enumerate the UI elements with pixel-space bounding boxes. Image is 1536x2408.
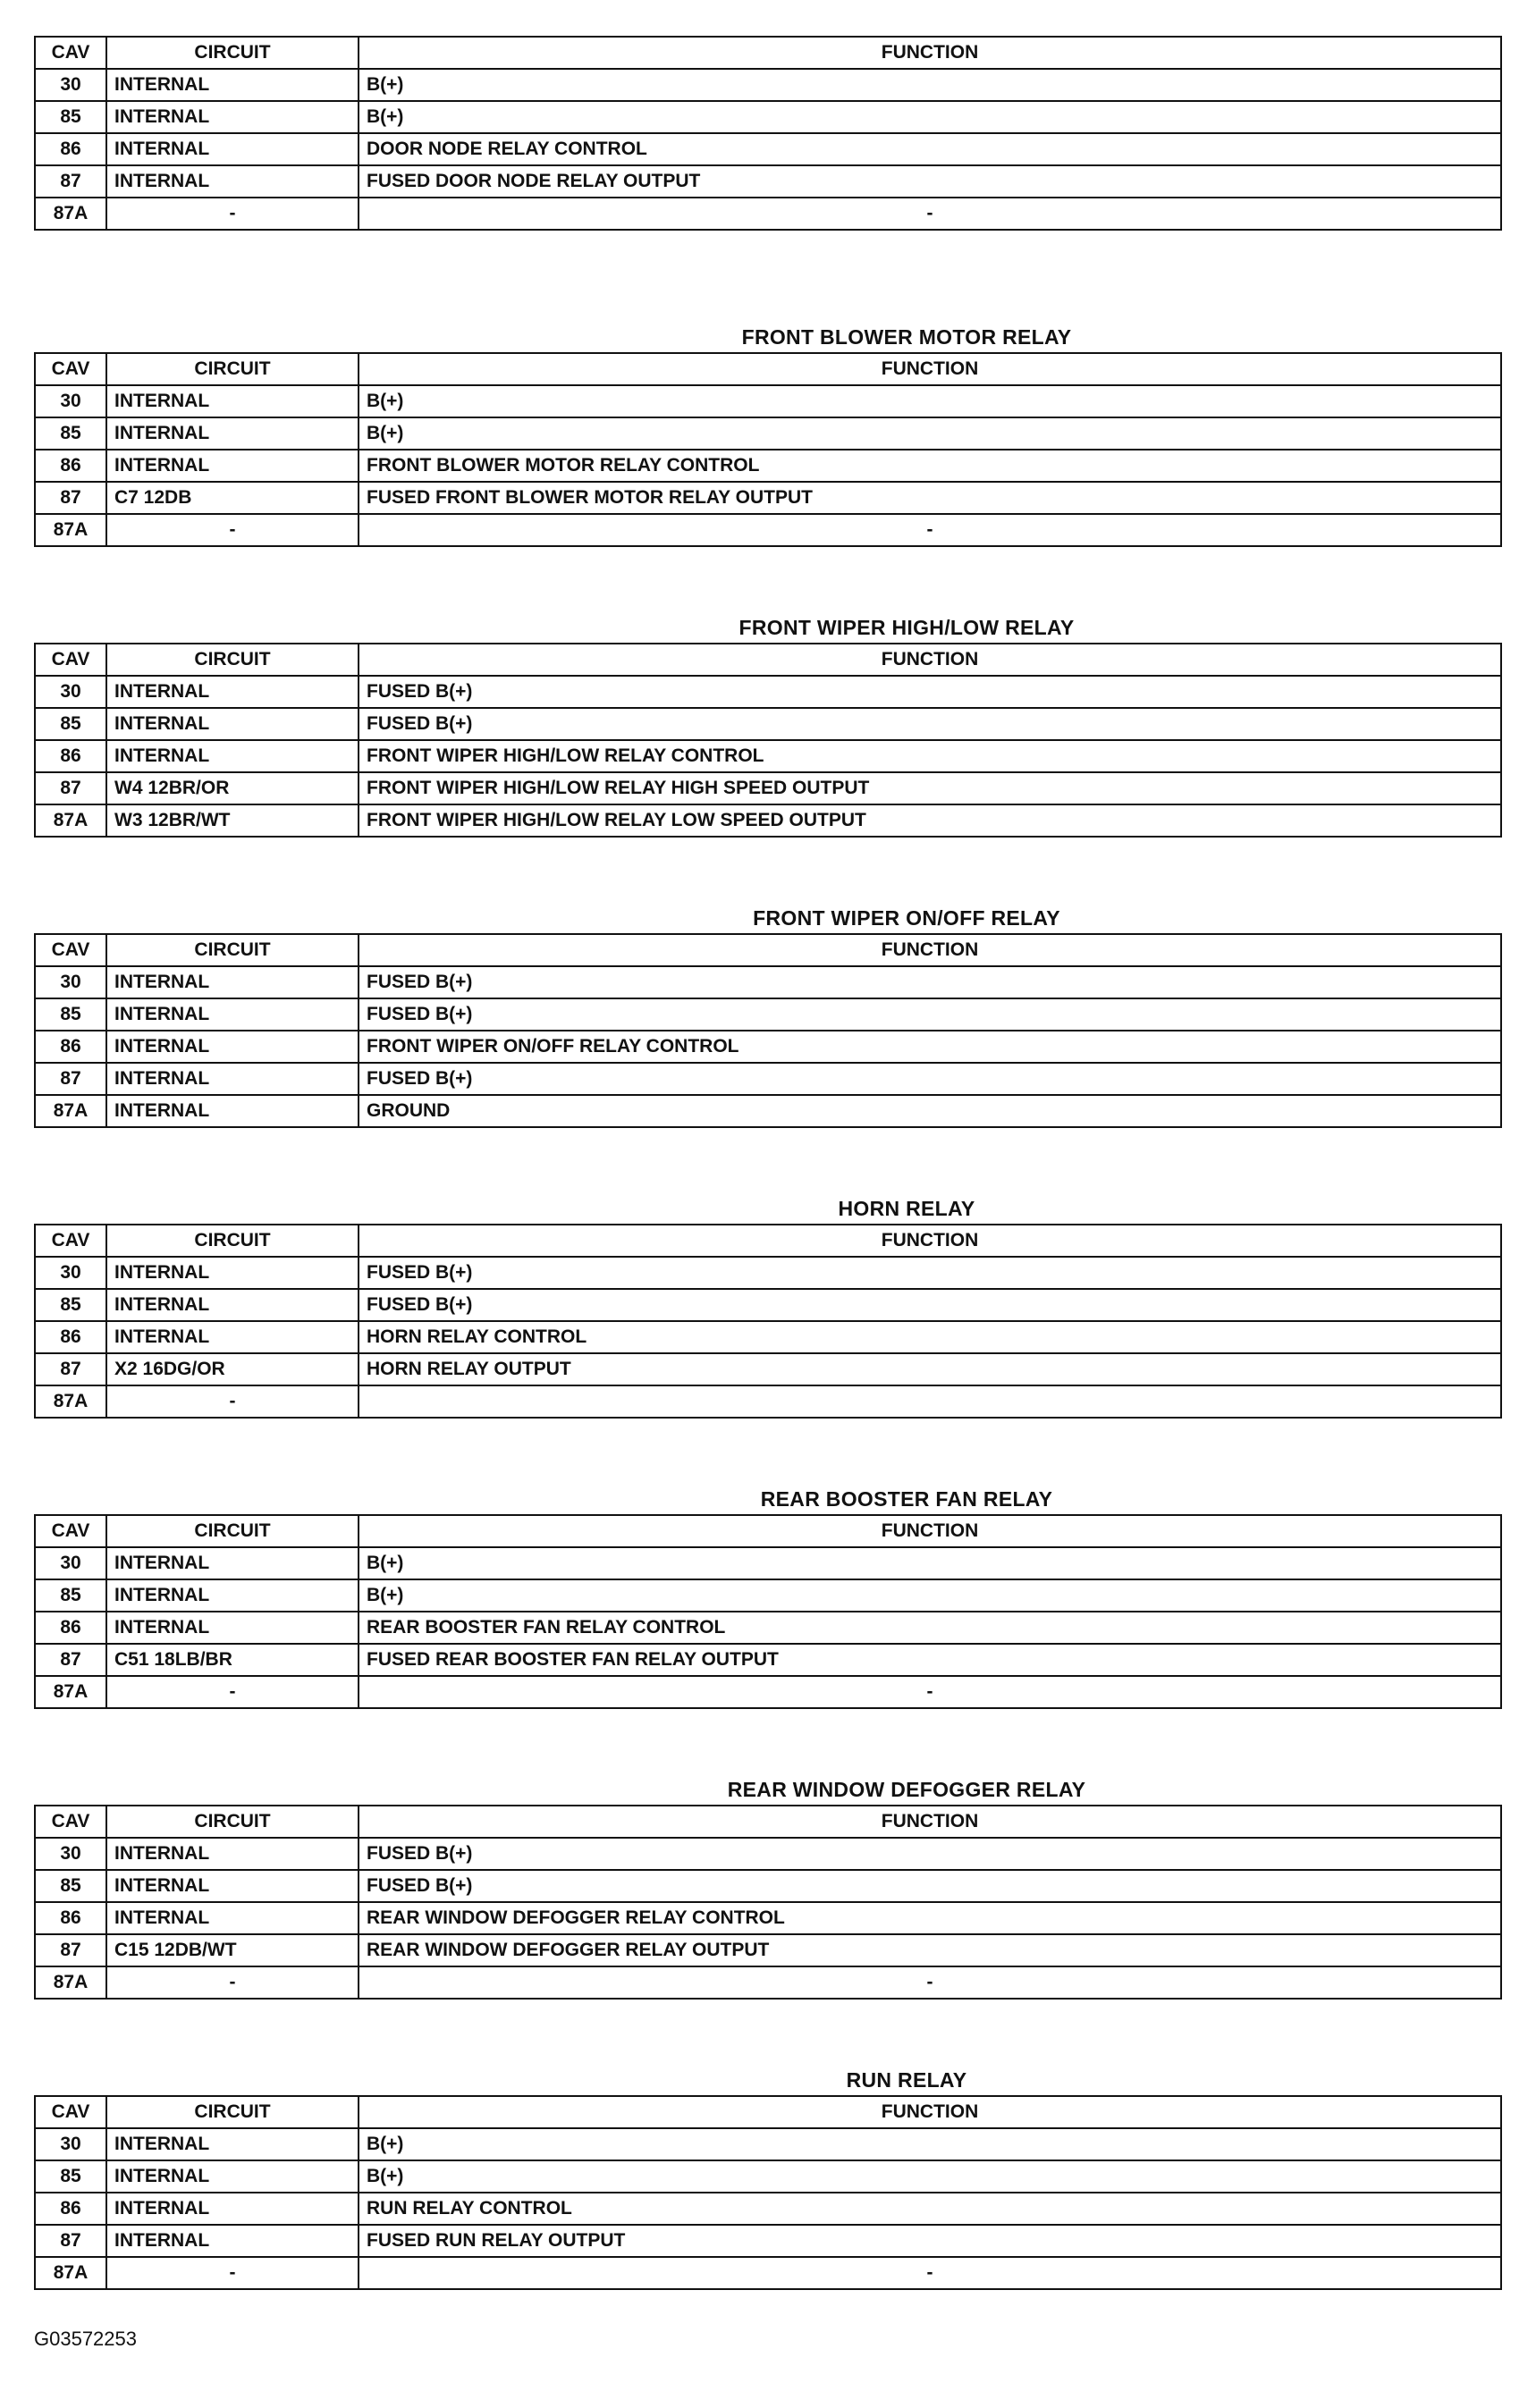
header-cav: CAV: [35, 1515, 106, 1547]
cell-function: FRONT WIPER HIGH/LOW RELAY HIGH SPEED OUTPUT: [359, 772, 1501, 804]
cell-cav: 86: [35, 1902, 106, 1934]
cell-circuit: INTERNAL: [106, 1612, 359, 1644]
header-function: FUNCTION: [359, 1225, 1501, 1257]
cell-circuit: INTERNAL: [106, 966, 359, 998]
header-cav: CAV: [35, 1806, 106, 1838]
cell-function: B(+): [359, 1579, 1501, 1612]
cell-circuit: INTERNAL: [106, 998, 359, 1031]
header-function: FUNCTION: [359, 353, 1501, 385]
cell-function: DOOR NODE RELAY CONTROL: [359, 133, 1501, 165]
cell-cav: 87: [35, 482, 106, 514]
cell-function: HORN RELAY OUTPUT: [359, 1353, 1501, 1385]
cell-function: FRONT BLOWER MOTOR RELAY CONTROL: [359, 450, 1501, 482]
header-function: FUNCTION: [359, 934, 1501, 966]
header-row: [35, 644, 1501, 676]
table-row: [35, 1644, 1501, 1676]
cell-cav: 30: [35, 69, 106, 101]
cell-function: FUSED B(+): [359, 1257, 1501, 1289]
cell-cav: 87: [35, 1063, 106, 1095]
table-row: [35, 998, 1501, 1031]
relay-section: [34, 1193, 1502, 1419]
cell-circuit: INTERNAL: [106, 133, 359, 165]
cell-cav: 85: [35, 708, 106, 740]
header-row: [35, 1225, 1501, 1257]
header-circuit: CIRCUIT: [106, 2096, 359, 2128]
cell-cav: 85: [35, 998, 106, 1031]
header-cav: CAV: [35, 2096, 106, 2128]
cell-circuit: INTERNAL: [106, 1063, 359, 1095]
relay-section: [34, 322, 1502, 547]
cell-function: FRONT WIPER ON/OFF RELAY CONTROL: [359, 1031, 1501, 1063]
cell-circuit: W4 12BR/OR: [106, 772, 359, 804]
cell-cav: 30: [35, 2128, 106, 2160]
cell-circuit: INTERNAL: [106, 69, 359, 101]
table-row: [35, 676, 1501, 708]
header-row: [35, 2096, 1501, 2128]
table-row: [35, 1257, 1501, 1289]
relay-section: [34, 36, 1502, 231]
header-circuit: CIRCUIT: [106, 353, 359, 385]
pinout-table: [34, 1514, 1502, 1709]
table-row: [35, 1870, 1501, 1902]
header-cav: CAV: [35, 37, 106, 69]
header-cav: CAV: [35, 644, 106, 676]
cell-circuit: INTERNAL: [106, 1547, 359, 1579]
cell-cav: 86: [35, 1321, 106, 1353]
cell-function: FUSED B(+): [359, 708, 1501, 740]
cell-function: FRONT WIPER HIGH/LOW RELAY LOW SPEED OUTPUT: [359, 804, 1501, 837]
cell-cav: 86: [35, 1612, 106, 1644]
cell-cav: 87A: [35, 1676, 106, 1708]
cell-function: FRONT WIPER HIGH/LOW RELAY CONTROL: [359, 740, 1501, 772]
cell-circuit: INTERNAL: [106, 1095, 359, 1127]
header-function: FUNCTION: [359, 1806, 1501, 1838]
cell-function: -: [359, 198, 1501, 230]
table-row: [35, 1838, 1501, 1870]
relay-title: REAR WINDOW DEFOGGER RELAY: [727, 1778, 1086, 1801]
header-row: [35, 1515, 1501, 1547]
cell-function: B(+): [359, 417, 1501, 450]
cell-cav: 87A: [35, 514, 106, 546]
table-row: [35, 2128, 1501, 2160]
cell-cav: 86: [35, 450, 106, 482]
cell-cav: 87A: [35, 1095, 106, 1127]
header-circuit: CIRCUIT: [106, 644, 359, 676]
cell-cav: 87: [35, 1644, 106, 1676]
header-function: FUNCTION: [359, 2096, 1501, 2128]
cell-circuit: INTERNAL: [106, 101, 359, 133]
pinout-table: [34, 352, 1502, 547]
cell-cav: 85: [35, 1579, 106, 1612]
table-row: [35, 772, 1501, 804]
header-function: FUNCTION: [359, 37, 1501, 69]
cell-function: -: [359, 514, 1501, 546]
table-row: [35, 2225, 1501, 2257]
cell-cav: 30: [35, 676, 106, 708]
relay-section: [34, 1484, 1502, 1709]
cell-cav: 30: [35, 1257, 106, 1289]
table-row: [35, 1966, 1501, 1999]
table-row: [35, 1676, 1501, 1708]
cell-circuit: C15 12DB/WT: [106, 1934, 359, 1966]
table-row: [35, 101, 1501, 133]
header-circuit: CIRCUIT: [106, 37, 359, 69]
cell-cav: 87A: [35, 2257, 106, 2289]
cell-cav: 30: [35, 966, 106, 998]
relay-section: [34, 612, 1502, 838]
cell-function: -: [359, 1676, 1501, 1708]
pinout-table: [34, 2095, 1502, 2290]
header-row: [35, 353, 1501, 385]
cell-function: B(+): [359, 69, 1501, 101]
table-row: [35, 1579, 1501, 1612]
header-function: FUNCTION: [359, 1515, 1501, 1547]
cell-function: FUSED B(+): [359, 966, 1501, 998]
cell-function: GROUND: [359, 1095, 1501, 1127]
cell-cav: 86: [35, 133, 106, 165]
cell-function: FUSED FRONT BLOWER MOTOR RELAY OUTPUT: [359, 482, 1501, 514]
cell-function: -: [359, 2257, 1501, 2289]
cell-function: [359, 1385, 1501, 1418]
cell-cav: 86: [35, 1031, 106, 1063]
cell-function: FUSED DOOR NODE RELAY OUTPUT: [359, 165, 1501, 198]
relay-title: HORN RELAY: [838, 1197, 975, 1220]
cell-circuit: INTERNAL: [106, 1289, 359, 1321]
table-row: [35, 482, 1501, 514]
table-row: [35, 1385, 1501, 1418]
cell-cav: 87A: [35, 198, 106, 230]
cell-circuit: -: [106, 1385, 359, 1418]
cell-cav: 30: [35, 1547, 106, 1579]
header-circuit: CIRCUIT: [106, 1225, 359, 1257]
header-row: [35, 1806, 1501, 1838]
cell-function: REAR BOOSTER FAN RELAY CONTROL: [359, 1612, 1501, 1644]
cell-cav: 87: [35, 165, 106, 198]
relay-section: [34, 903, 1502, 1128]
cell-cav: 30: [35, 1838, 106, 1870]
relay-title: RUN RELAY: [846, 2068, 967, 2092]
table-row: [35, 2257, 1501, 2289]
cell-circuit: W3 12BR/WT: [106, 804, 359, 837]
cell-cav: 85: [35, 101, 106, 133]
header-function: FUNCTION: [359, 644, 1501, 676]
pinout-table: [34, 1805, 1502, 2000]
header-cav: CAV: [35, 1225, 106, 1257]
cell-circuit: INTERNAL: [106, 1870, 359, 1902]
header-cav: CAV: [35, 934, 106, 966]
cell-cav: 87A: [35, 1385, 106, 1418]
cell-function: FUSED B(+): [359, 1289, 1501, 1321]
cell-function: RUN RELAY CONTROL: [359, 2193, 1501, 2225]
relay-section: [34, 2065, 1502, 2290]
cell-cav: 85: [35, 2160, 106, 2193]
cell-circuit: -: [106, 1966, 359, 1999]
cell-circuit: -: [106, 2257, 359, 2289]
cell-cav: 87: [35, 1353, 106, 1385]
table-row: [35, 1289, 1501, 1321]
cell-function: B(+): [359, 1547, 1501, 1579]
cell-function: B(+): [359, 385, 1501, 417]
cell-function: FUSED REAR BOOSTER FAN RELAY OUTPUT: [359, 1644, 1501, 1676]
cell-function: HORN RELAY CONTROL: [359, 1321, 1501, 1353]
cell-function: B(+): [359, 2160, 1501, 2193]
table-row: [35, 417, 1501, 450]
cell-cav: 85: [35, 1289, 106, 1321]
table-row: [35, 1353, 1501, 1385]
table-row: [35, 966, 1501, 998]
cell-function: REAR WINDOW DEFOGGER RELAY CONTROL: [359, 1902, 1501, 1934]
header-circuit: CIRCUIT: [106, 934, 359, 966]
table-row: [35, 133, 1501, 165]
table-row: [35, 514, 1501, 546]
relay-section: [34, 1774, 1502, 2000]
cell-circuit: INTERNAL: [106, 1838, 359, 1870]
cell-function: B(+): [359, 2128, 1501, 2160]
cell-function: FUSED B(+): [359, 1870, 1501, 1902]
cell-circuit: INTERNAL: [106, 740, 359, 772]
cell-circuit: -: [106, 1676, 359, 1708]
table-row: [35, 1612, 1501, 1644]
cell-cav: 87A: [35, 1966, 106, 1999]
header-circuit: CIRCUIT: [106, 1515, 359, 1547]
cell-function: FUSED B(+): [359, 1838, 1501, 1870]
table-row: [35, 2160, 1501, 2193]
figure-id: G03572253: [34, 2328, 137, 2350]
cell-circuit: INTERNAL: [106, 1579, 359, 1612]
cell-circuit: C7 12DB: [106, 482, 359, 514]
cell-cav: 86: [35, 2193, 106, 2225]
pinout-table: [34, 933, 1502, 1128]
cell-circuit: INTERNAL: [106, 2128, 359, 2160]
relay-title: FRONT BLOWER MOTOR RELAY: [741, 325, 1072, 349]
cell-cav: 87: [35, 772, 106, 804]
cell-cav: 85: [35, 417, 106, 450]
table-row: [35, 740, 1501, 772]
cell-circuit: INTERNAL: [106, 2225, 359, 2257]
header-cav: CAV: [35, 353, 106, 385]
table-row: [35, 804, 1501, 837]
header-row: [35, 37, 1501, 69]
table-row: [35, 1031, 1501, 1063]
relay-title: FRONT WIPER HIGH/LOW RELAY: [738, 616, 1075, 639]
cell-cav: 87: [35, 1934, 106, 1966]
pinout-table: [34, 36, 1502, 231]
cell-circuit: INTERNAL: [106, 1902, 359, 1934]
table-row: [35, 1547, 1501, 1579]
header-row: [35, 934, 1501, 966]
cell-function: FUSED B(+): [359, 676, 1501, 708]
table-row: [35, 1934, 1501, 1966]
table-row: [35, 165, 1501, 198]
cell-circuit: INTERNAL: [106, 1321, 359, 1353]
relay-title: FRONT WIPER ON/OFF RELAY: [753, 906, 1060, 930]
cell-circuit: INTERNAL: [106, 1031, 359, 1063]
table-row: [35, 1095, 1501, 1127]
cell-circuit: X2 16DG/OR: [106, 1353, 359, 1385]
cell-function: -: [359, 1966, 1501, 1999]
cell-circuit: C51 18LB/BR: [106, 1644, 359, 1676]
header-circuit: CIRCUIT: [106, 1806, 359, 1838]
cell-cav: 87: [35, 2225, 106, 2257]
table-row: [35, 385, 1501, 417]
cell-circuit: INTERNAL: [106, 165, 359, 198]
table-row: [35, 198, 1501, 230]
pinout-table: [34, 643, 1502, 838]
pinout-table: [34, 1224, 1502, 1419]
cell-circuit: INTERNAL: [106, 708, 359, 740]
cell-function: B(+): [359, 101, 1501, 133]
table-row: [35, 1902, 1501, 1934]
cell-circuit: INTERNAL: [106, 676, 359, 708]
cell-circuit: INTERNAL: [106, 2193, 359, 2225]
table-row: [35, 1321, 1501, 1353]
cell-circuit: INTERNAL: [106, 1257, 359, 1289]
cell-cav: 30: [35, 385, 106, 417]
relay-title: REAR BOOSTER FAN RELAY: [760, 1487, 1053, 1511]
cell-function: FUSED RUN RELAY OUTPUT: [359, 2225, 1501, 2257]
cell-circuit: -: [106, 514, 359, 546]
cell-cav: 86: [35, 740, 106, 772]
cell-circuit: INTERNAL: [106, 417, 359, 450]
cell-circuit: INTERNAL: [106, 2160, 359, 2193]
table-row: [35, 69, 1501, 101]
table-row: [35, 1063, 1501, 1095]
cell-function: FUSED B(+): [359, 998, 1501, 1031]
cell-circuit: INTERNAL: [106, 450, 359, 482]
table-row: [35, 708, 1501, 740]
table-row: [35, 2193, 1501, 2225]
cell-circuit: -: [106, 198, 359, 230]
table-row: [35, 450, 1501, 482]
cell-function: REAR WINDOW DEFOGGER RELAY OUTPUT: [359, 1934, 1501, 1966]
cell-cav: 87A: [35, 804, 106, 837]
cell-cav: 85: [35, 1870, 106, 1902]
cell-circuit: INTERNAL: [106, 385, 359, 417]
cell-function: FUSED B(+): [359, 1063, 1501, 1095]
